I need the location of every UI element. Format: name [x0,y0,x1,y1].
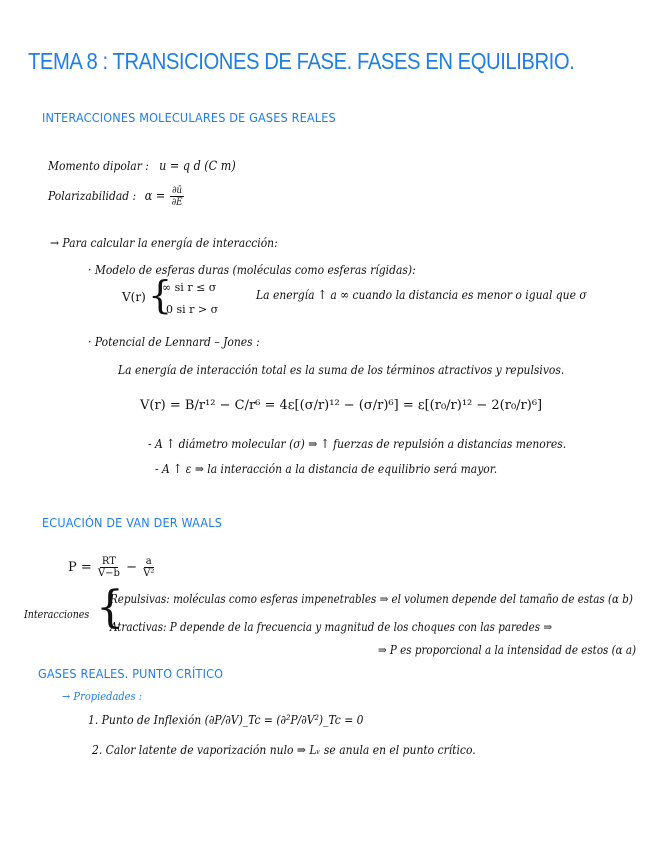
section-heading-interacciones: INTERACCIONES MOLECULARES DE GASES REALES [42,110,336,125]
cases-brace: { [148,273,173,317]
vdw-num-2: a [145,556,152,567]
v-label: V(r) [122,290,146,304]
lennard-jones-formula: V(r) = B/r¹² − C/r⁶ = 4ε[(σ/r)¹² − (σ/r)⁶] = ε[(r₀/r)¹² − 2(r₀/r)⁶] [140,398,543,413]
hard-spheres-note: La energía ↑ a ∞ cuando la distancia es menor o igual que σ [256,287,587,302]
polar-lhs: α = [144,189,166,204]
section-heading-van-der-waals: ECUACIÓN DE VAN DER WAALS [42,515,223,530]
polar-numerator: ∂ū [172,185,183,196]
case-infinity: ∞ si r ≤ σ [162,281,217,294]
interactions-brace: { [96,582,124,633]
attractive-forces-cont: ⇒ P es proporcional a la intensidad de estos (α a) [378,643,637,657]
page-title: TEMA 8 : TRANSICIONES DE FASE. FASES EN EQUILIBRIO. [28,48,575,74]
vdw-fraction-2 [143,556,154,579]
polar-denominator: ∂E [171,197,183,208]
section-heading-punto-critico: GASES REALES. PUNTO CRÍTICO [38,666,224,681]
property-latent-heat: 2. Calor latente de vaporización nulo ⇒ Lᵥ se anula en el punto crítico. [92,742,476,757]
hard-spheres-model: · Modelo de esferas duras (moléculas como esferas rígidas): [88,262,416,277]
energy-intro: → Para calcular la energía de interacción: [50,235,278,250]
interactions-label: Interacciones [24,608,90,621]
lj-point-epsilon: - A ↑ ε ⇒ la interacción a la distancia de equilibrio será mayor. [155,461,498,476]
vdw-fraction-1 [98,556,120,579]
case-zero: 0 si r > σ [166,303,219,316]
dipole-label: Momento dipolar : [48,158,149,173]
property-inflection: 1. Punto de Inflexión (∂P/∂V)_Tc = (∂²P/∂V²)_Tc = 0 [88,712,364,727]
polar-label: Polarizabilidad : [48,188,137,203]
van-der-waals-equation [68,556,156,579]
dipole-line [48,158,236,174]
polar-fraction [170,185,183,208]
vdw-minus: − [126,560,137,575]
properties-label: → Propiedades : [62,689,143,703]
vdw-den-2: V² [143,568,155,579]
vdw-den-1: V−b [97,568,120,579]
polarizability-line [48,185,186,208]
repulsive-forces: Repulsivas: moléculas como esferas impenetrables ⇒ el volumen depende del tamaño de estas (α b) [110,592,633,606]
dipole-formula: u = q d (C m) [159,159,236,174]
lennard-jones-description: La energía de interacción total es la suma de los términos atractivos y repulsivos. [118,362,565,377]
lennard-jones-label: · Potencial de Lennard – Jones : [88,334,260,349]
attractive-forces: Atractivas: P depende de la frecuencia y magnitud de los choques con las paredes ⇒ [110,620,552,634]
vdw-lhs: P = [68,560,92,575]
vdw-num-1: RT [101,556,116,567]
lj-point-diameter: - A ↑ diámetro molecular (σ) ⇒ ↑ fuerzas de repulsión a distancias menores. [148,436,567,451]
